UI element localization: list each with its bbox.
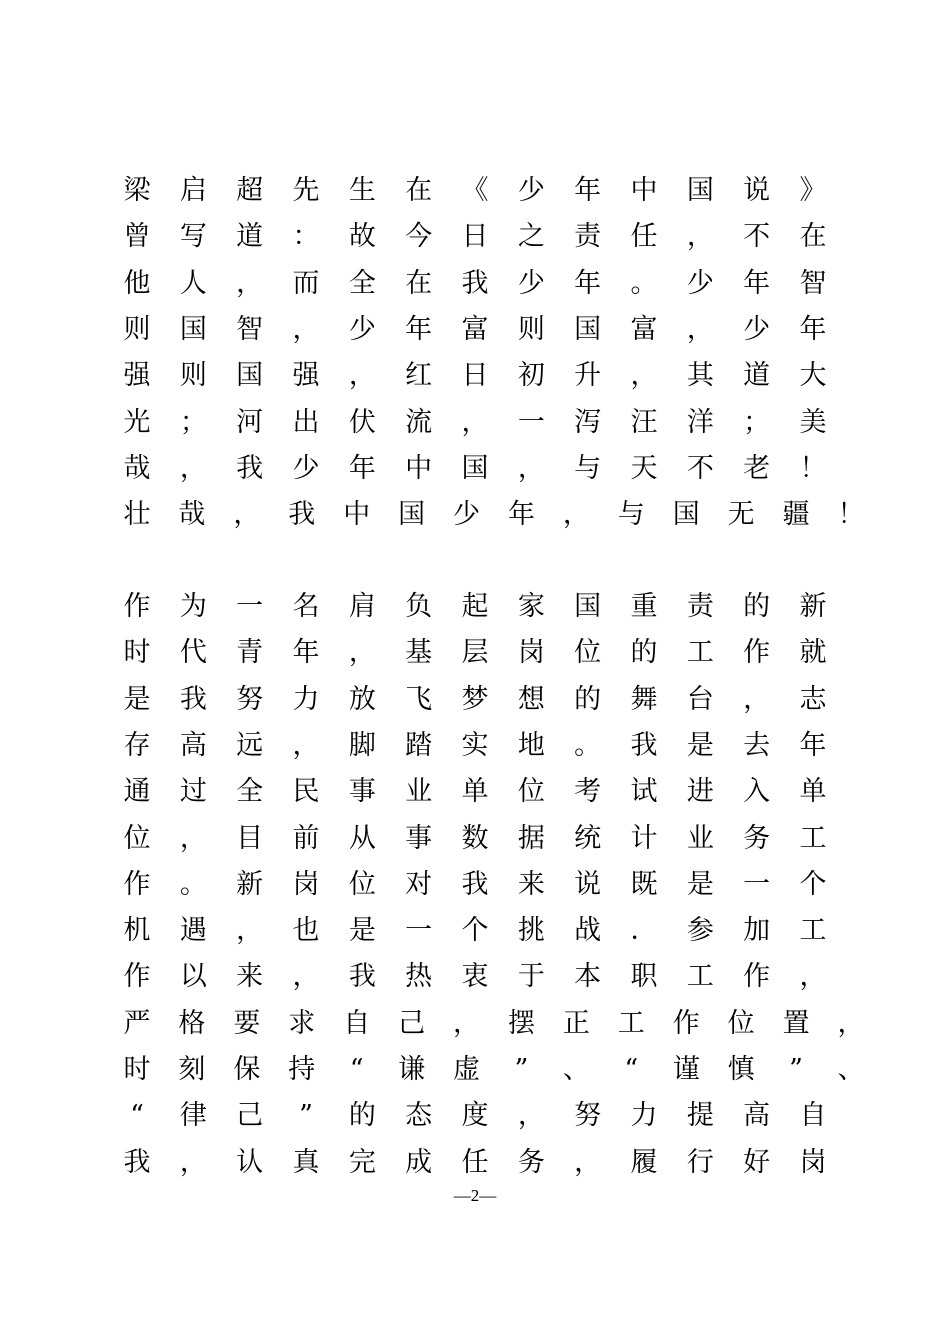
page-number: —2— bbox=[453, 1186, 497, 1205]
document-page: 梁 启 超 先 生 在 《 少 年 中 国 说 》 曾 写 道 ： 故 今 日 之 责 任 ， 不 在 他 人 ， 而 全 在 我 少 年 。 少 年 智 则 国 智 ， 少 年 富 则 国 富 ， 少 年 强 则 国 强 ， 红 日 初 升 ， 其 道 大 光 ； 河 出 伏 流 ， 一 泻 汪 洋 ； 美 哉 ， 我 少 年 中 国 ， 与 天 不 老 ！ 壮 哉 ， 我 中 国 少 年 ， 与 国 无 疆 ！ 作 为 一 名 肩 负 起 家 国 重 责 的 新 时 代 青 年 ， 基 层 岗 位 的 工 作 就 是 我 努 力 放 飞 梦 想 的 舞 台 ， 志 存 高 远 ， 脚 踏 实 地 。 我 是 去 年 通 过 全 民 事 业 单 位 考 试 进 入 单 位 ， 目 前 从 事 数 据 统 计 业 务 工 作 。 新 岗 位 对 我 来 说 既 是 一 个 机 遇 ， 也 是 一 个 挑 战 ． 参 加 工 作 以 来 ， 我 热 衷 于 本 职 工 作 ， 严 格 要 求 自 己 ， 摆 正 工 作 位 置 ， 时 刻 保 持 “ 谦 虚 ” 、 “ 谨 慎 ” 、 “ 律 己 ” 的 态 度 ， 努 力 提 高 自 我 ， 认 真 完 成 任 务 ， 履 行 好 岗 —2— bbox=[0, 0, 950, 1344]
